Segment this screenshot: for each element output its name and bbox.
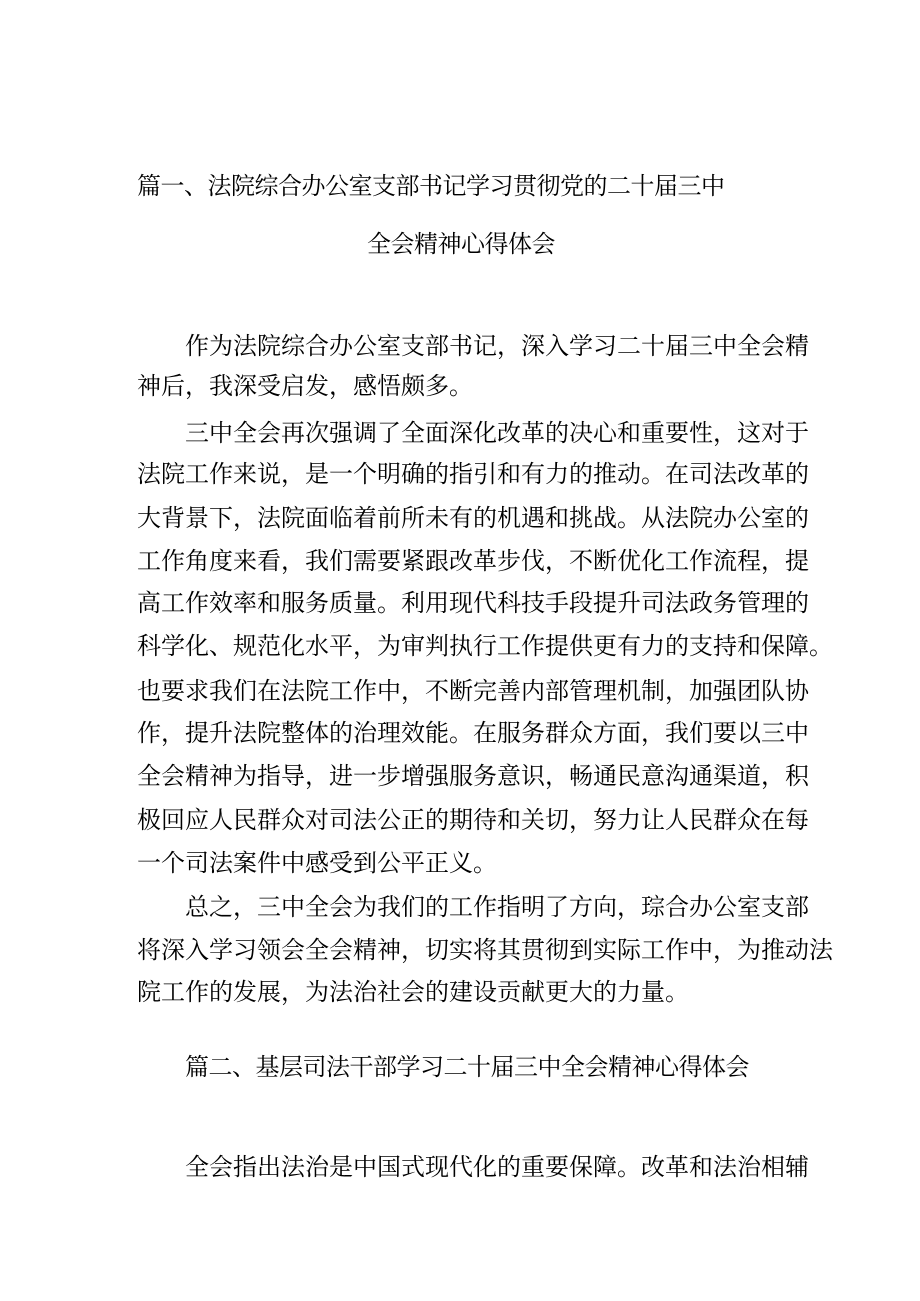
- paragraph-line: 法院工作来说，是一个明确的指引和有力的推动。在司法改革的: [137, 460, 809, 488]
- paragraph-line: 也要求我们在法院工作中，不断完善内部管理机制，加强团队协: [137, 677, 809, 705]
- paragraph-line: 总之，三中全会为我们的工作指明了方向，琮合办公室支部: [185, 893, 809, 921]
- section-1-title-line-2: 全会精神心得体会: [367, 230, 555, 258]
- paragraph-line: 高工作效率和服务质量。利用现代科技手段提升司法政务管理的: [137, 589, 809, 617]
- paragraph-line: 神后，我深受启发，感悟颇多。: [137, 372, 473, 400]
- section-1-title-line-1: 篇一、法院综合办公室支部书记学习贯彻党的二十届三中: [137, 172, 725, 200]
- paragraph-line: 院工作的发展，为法治社会的建设贡献更大的力量。: [137, 978, 689, 1006]
- paragraph-line: 工作角度来看，我们需要紧跟改革步伐，不断优化工作流程，提: [137, 547, 809, 575]
- paragraph-line: 作为法院综合办公室支部书记，深入学习二十届三中全会精: [185, 332, 809, 360]
- paragraph-line: 三中全会再次强调了全面深化改革的决心和重要性，这对于: [185, 419, 809, 447]
- section-2-title: 篇二、基层司法干部学习二十届三中全会精神心得体会: [185, 1053, 749, 1081]
- paragraph-line: 大背景下，法院面临着前所未有的机遇和挑战。从法院办公室的: [137, 504, 809, 532]
- paragraph-line: 全会精神为指导，进一步增强服务意识，畅通民意沟通渠道，积: [137, 762, 809, 790]
- paragraph-line: 科学化、规范化水平，为审判执行工作提供更有力的支持和保障。: [137, 632, 833, 660]
- paragraph-line: 作，提升法院整体的治理效能。在服务群众方面，我们要以三中: [137, 719, 809, 747]
- paragraph-line: 全会指出法治是中国式现代化的重要保障。改革和法治相辅: [185, 1153, 809, 1181]
- paragraph-line: 将深入学习领会全会精神，切实将其贯彻到实际工作中，为推动法: [137, 936, 833, 964]
- paragraph-line: 极回应人民群众对司法公正的期待和关切，努力让人民群众在每: [137, 806, 809, 834]
- paragraph-line: 一个司法案件中感受到公平正义。: [137, 849, 497, 877]
